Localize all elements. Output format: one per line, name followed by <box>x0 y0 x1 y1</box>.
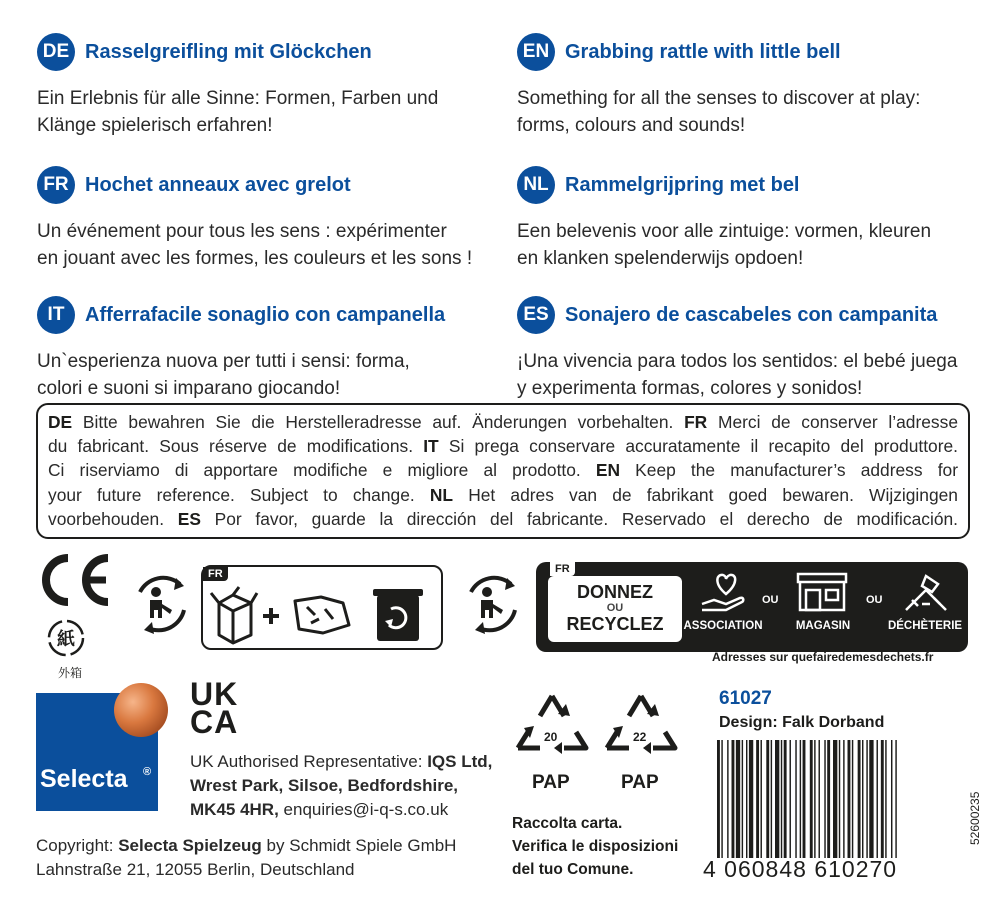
shop-icon <box>792 570 852 614</box>
barcode-bar <box>795 740 796 858</box>
category-label: MAGASIN <box>795 620 851 632</box>
lang-description: Ein Erlebnis für alle Sinne: Formen, Farben und Klänge spielerisch erfahren! <box>37 88 439 136</box>
barcode-bar <box>756 740 759 858</box>
barcode-bar <box>852 740 853 858</box>
copyright: Copyright: Selecta Spielzeug by Schmidt Spiele GmbH Lahnstraße 21, 12055 Berlin, Deutschland <box>36 836 457 879</box>
article-number: 61027 <box>719 688 772 709</box>
pap-label: PAP <box>621 772 659 793</box>
barcode-bar <box>824 740 825 858</box>
lang-badge: DE <box>37 33 75 71</box>
notice-line: du fabricant. Sous réserve de modifications. IT Si prega conservare accuratamente il recapito del produttore. <box>48 436 958 457</box>
barcode <box>717 740 942 858</box>
barcode-bar <box>827 740 830 858</box>
bin-icon <box>373 589 423 641</box>
barcode-bar <box>833 740 837 858</box>
lang-title: Grabbing rattle with little bell <box>565 40 841 63</box>
uk-representative: UK Authorised Representative: IQS Ltd, Wrest Park, Silsoe, Bedfordshire, MK45 4HR, enquiries@i-q-s.co.uk <box>190 752 493 819</box>
cardboard-box-icon <box>211 587 257 643</box>
ou-label: OU <box>762 594 779 606</box>
triman-icon <box>132 570 190 638</box>
barcode-bar <box>781 740 782 858</box>
wooden-ball-icon <box>111 680 171 740</box>
barcode-bar <box>858 740 861 858</box>
barcode-bar <box>790 740 791 858</box>
paper-sub-label: 外箱 <box>58 666 83 680</box>
lang-block-fr <box>37 166 497 272</box>
lang-title: Rammelgrijpring met bel <box>565 173 800 196</box>
heart-hand-icon <box>696 570 756 614</box>
barcode-bar <box>803 740 806 858</box>
lang-description: Un événement pour tous les sens : expérimenter en jouant avec les formes, les couleurs et les sons ! <box>37 221 473 269</box>
barcode-bar <box>843 740 844 858</box>
barcode-bar <box>766 740 769 858</box>
barcode-bar <box>761 740 762 858</box>
disposal-address-line: Adresses sur quefairedemesdechets.fr <box>712 650 934 664</box>
category-label: DÉCHÈTERIE <box>887 620 963 632</box>
manufacturer-notice <box>36 403 970 539</box>
barcode-bar <box>891 740 892 858</box>
sorting-icons <box>203 567 445 652</box>
plus-icon <box>263 608 279 624</box>
lang-title: Afferrafacile sonaglio con campanella <box>85 303 446 326</box>
lang-block-en <box>517 33 977 139</box>
barcode-bar <box>784 740 787 858</box>
recycle-triangle-icon <box>601 690 681 756</box>
barcode-bar <box>742 740 743 858</box>
pap-number: 22 <box>633 730 647 744</box>
paper-sheet-icon <box>295 597 349 633</box>
notice-line: Ci riserviamo di apportare modifiche e migliore al prodotto. EN Keep the manufacturer’s address for <box>48 460 958 481</box>
barcode-bar <box>732 740 735 858</box>
recycle-triangle-icon <box>512 690 592 756</box>
barcode-bar <box>746 740 747 858</box>
lang-block-it <box>37 296 497 402</box>
pap-label: PAP <box>532 772 570 793</box>
ukca-mark: UK CA <box>190 676 239 740</box>
barcode-bar <box>881 740 884 858</box>
vertical-code: 52600235 <box>968 791 982 845</box>
waste-disposal-icon <box>896 570 956 614</box>
barcode-bar <box>721 740 722 858</box>
lang-badge: FR <box>37 166 75 204</box>
barcode-bar <box>775 740 779 858</box>
lang-badge: NL <box>517 166 555 204</box>
ou-label: OU <box>866 594 883 606</box>
raccolta-note: Raccolta carta. Verifica le disposizioni del tuo Comune. <box>512 815 679 878</box>
lang-block-es <box>517 296 977 402</box>
lang-description: Een belevenis voor alle zintuige: vormen, kleuren en klanken spelenderwijs opdoen! <box>517 221 932 269</box>
barcode-bar <box>800 740 801 858</box>
lang-description: Something for all the senses to discover at play: forms, colours and sounds! <box>517 88 921 136</box>
lang-badge: ES <box>517 296 555 334</box>
lang-description: ¡Una vivencia para todos los sentidos: el bebé juega y experimenta formas, colores y sonidos! <box>517 351 958 399</box>
notice-line: DE Bitte bewahren Sie die Herstelleradresse auf. Änderungen vorbehalten. FR Merci de conserver l’adresse <box>48 412 958 432</box>
fr-tag: FR <box>550 562 575 576</box>
pap-number: 20 <box>544 730 558 744</box>
barcode-bar <box>885 740 886 858</box>
barcode-bar <box>862 740 863 858</box>
ean-number: 4 060848 610270 <box>703 856 898 882</box>
barcode-bar <box>866 740 867 858</box>
donnez-recyclez-label: DONNEZ OU RECYCLEZ <box>548 576 682 642</box>
registered-mark: ® <box>143 766 152 778</box>
lang-block-nl <box>517 166 977 272</box>
lang-badge: EN <box>517 33 555 71</box>
barcode-bar <box>727 740 728 858</box>
barcode-bar <box>814 740 815 858</box>
ce-mark-icon <box>34 552 114 608</box>
fr-tag: FR <box>203 567 228 581</box>
barcode-bar <box>877 740 878 858</box>
lang-title: Rasselgreifling mit Glöckchen <box>85 40 372 63</box>
notice-line: your future reference. Subject to change. NL Het adres van de fabrikant goed bewaren. Wijzigingen <box>48 484 958 505</box>
donate-recycle-panel <box>536 562 968 652</box>
triman-icon <box>463 570 521 638</box>
lang-block-de <box>37 33 497 139</box>
barcode-bar <box>819 740 820 858</box>
barcode-bar <box>848 740 851 858</box>
barcode-bar <box>810 740 813 858</box>
lang-title: Sonajero de cascabeles con campanita <box>565 303 938 326</box>
barcode-bar <box>736 740 740 858</box>
selecta-wordmark: Selecta <box>40 765 128 793</box>
notice-line: voorbehouden. ES Por favor, guarde la dirección del fabricante. Reservado el derecho de modificación. <box>48 508 958 529</box>
lang-badge: IT <box>37 296 75 334</box>
barcode-bar <box>839 740 840 858</box>
paper-recycle-icon <box>44 616 88 660</box>
lang-description: Un`esperienza nuova per tutti i sensi: forma, colori e suoni si imparano giocando! <box>37 351 410 399</box>
sorting-info-box <box>201 565 443 650</box>
design-credit: Design: Falk Dorband <box>719 714 885 731</box>
barcode-bar <box>749 740 753 858</box>
category-label: ASSOCIATION <box>683 620 763 632</box>
paper-mark-text: 紙 <box>57 629 75 650</box>
barcode-bar <box>771 740 772 858</box>
lang-title: Hochet anneaux avec grelot <box>85 173 351 196</box>
barcode-bar <box>869 740 873 858</box>
barcode-bar <box>895 740 896 858</box>
barcode-bar <box>717 740 720 858</box>
